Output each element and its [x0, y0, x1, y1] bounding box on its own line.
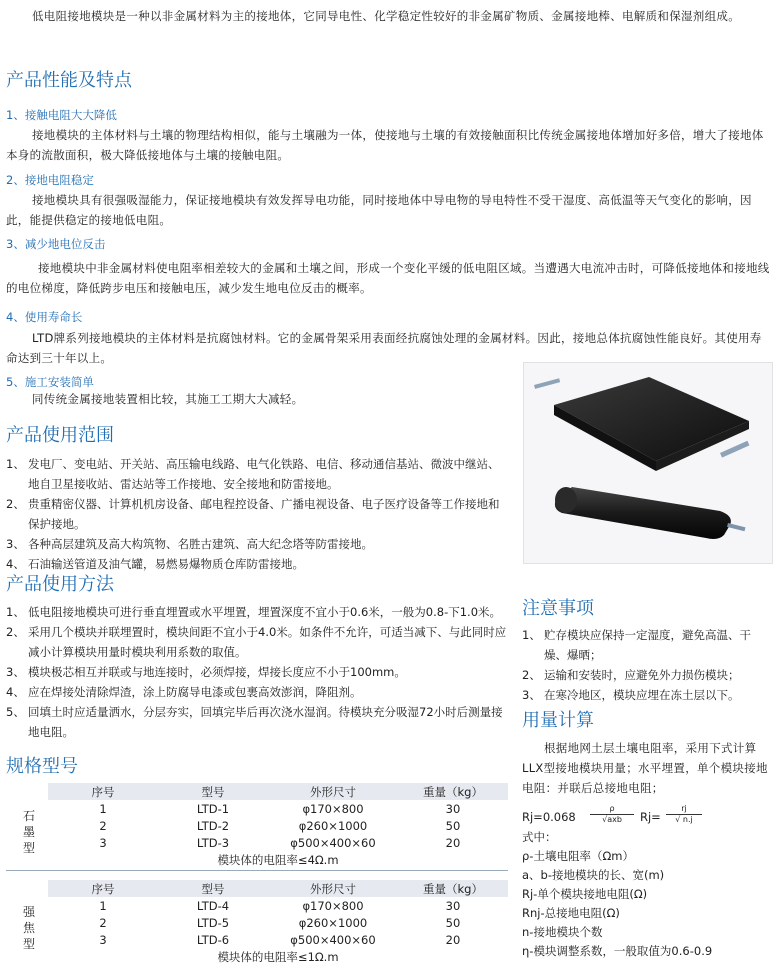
formula-row	[522, 806, 772, 828]
product-photo	[523, 362, 773, 564]
formula-2-left: Rj=	[640, 810, 661, 824]
list-item: 2、 运输和安装时，应避免外力损伤模块；	[522, 668, 740, 682]
feature-heading-1: 1、接触电阻大大降低	[6, 108, 117, 122]
table-row: 2 LTD-5 φ260×1000 50	[99, 915, 461, 930]
formula-2-denominator: √ n.j	[675, 815, 693, 824]
definition-item: ρ-土壤电阻率（Ωm）	[522, 849, 634, 863]
spec-table-coke	[48, 880, 508, 965]
list-item: 4、 石油输送管道及油气罐，易燃易爆物质仓库防雷接地。	[6, 557, 304, 571]
formula-1-denominator: √axb	[602, 815, 622, 824]
feature-body-1: 接地模块的主体材料与土壤的物理结构相似，能与土壤融为一体，使接地与土壤的有效接触面积比传统金属接地体增加好多倍，增大了接地体本身的流散面积，极大降低接地体与土壤的接触电阻。	[6, 128, 764, 162]
section-title-scope: 产品使用范围	[6, 425, 114, 446]
section-title-features: 产品性能及特点	[6, 70, 132, 91]
table-note-row: 模块体的电阻率≤1Ω.m	[217, 949, 339, 964]
intro-text: 低电阻接地模块是一种以非金属材料为主的接地体，它同导电性、化学稳定性较好的非金属矿物质、金属接地棒、电解质和保湿剂组成。	[32, 9, 740, 23]
feature-heading-4: 4、使用寿命长	[6, 310, 83, 324]
table-note-row: 模块体的电阻率≤4Ω.m	[217, 852, 339, 867]
formula-2-numerator: rj	[681, 804, 687, 813]
section-title-notes: 注意事项	[522, 598, 594, 619]
group-label-graphite: 石 墨 型	[22, 809, 35, 855]
definition-item: a、b-接地模块的长、宽(m)	[522, 868, 665, 882]
notes-list	[522, 625, 772, 705]
grounding-module-image	[524, 363, 772, 563]
table-row: 3 LTD-3 φ500×400×60 20	[99, 835, 461, 850]
definition-item: η-模块调整系数，一般取值为0.6-0.9	[522, 944, 713, 958]
usage-list	[6, 602, 510, 742]
section-title-spec: 规格型号	[6, 756, 78, 777]
definitions-label: 式中：	[522, 830, 557, 844]
definition-item: n-接地模块个数	[522, 925, 603, 939]
list-item: 1、 贮存模块应保持一定湿度，避免高温、干燥、爆晒；	[522, 628, 751, 662]
table-row: 3 LTD-6 φ500×400×60 20	[99, 932, 461, 947]
feature-body-2: 接地模块具有很强吸湿能力，保证接地模块有效发挥导电功能，同时接地体中导电物的导电特性不受干湿度、高低温等天气变化的影响，因此，能提供稳定的接地低电阻。	[6, 193, 752, 227]
calc-definitions	[522, 828, 774, 961]
feature-heading-3: 3、减少地电位反击	[6, 237, 106, 251]
list-item: 5、 回填土时应适量洒水，分层夯实，回填完毕后再次浇水湿润。待模块充分吸湿72小时后测量接地电阻。	[6, 705, 503, 739]
list-item: 2、 采用几个模块并联埋置时，模块间距不宜小于4.0米。如条件不允许，可适当减下、与此同时应减小计算模块用量时模块利用系数的取值。	[6, 625, 507, 659]
table-row: 1 LTD-1 φ170×800 30	[99, 801, 461, 816]
list-item: 3、 在寒冷地区，模块应埋在冻土层以下。	[522, 688, 740, 702]
feature-heading-2: 2、接地电阻稳定	[6, 173, 94, 187]
table-row: 1 LTD-4 φ170×800 30	[99, 898, 461, 913]
group-label-coke: 强 焦 型	[22, 905, 35, 951]
feature-body-3: 接地模块中非金属材料使电阻率相差较大的金属和土壤之间，形成一个变化平缓的低电阻区域。当遭遇大电流冲击时，可降低接地体和接地线的电位梯度，降低跨步电压和接触电压，减少发生地电位反击的概率。	[6, 261, 770, 295]
list-item: 3、 模块极芯相互并联或与地连接时，必须焊接，焊接长度应不小于100mm。	[6, 665, 406, 679]
table-header-row: 序号 型号 外形尺寸 重量（kg）	[48, 880, 508, 897]
list-item: 2、 贵重精密仪器、计算机机房设备、邮电程控设备、广播电视设备、电子医疗设备等工作接地和保护接地。	[6, 497, 500, 531]
list-item: 3、 各种高层建筑及高大构筑物、名胜古建筑、高大纪念塔等防雷接地。	[6, 537, 373, 551]
table-divider	[6, 870, 508, 871]
feature-body-5: 同传统金属接地装置相比较，其施工工期大大减轻。	[32, 392, 304, 406]
definition-item: Rnj-总接地电阻(Ω)	[522, 906, 620, 920]
list-item: 1、 低电阻接地模块可进行垂直埋置或水平埋置，埋置深度不宜小于0.6米，一般为0.8-下1.0米。	[6, 605, 502, 619]
table-header-row: 序号 型号 外形尺寸 重量（kg）	[48, 783, 508, 800]
list-item: 4、 应在焊接处清除焊渣，涂上防腐导电漆或包裹高效澎润，降阻剂。	[6, 685, 362, 699]
feature-body-4: LTD牌系列接地模块的主体材料是抗腐蚀材料。它的金属骨架采用表面经抗腐蚀处理的金属材料。因此，接地总体抗腐蚀性能良好。其使用寿命达到三十年以上。	[6, 331, 762, 365]
section-title-calc: 用量计算	[522, 710, 594, 731]
table-row: 2 LTD-2 φ260×1000 50	[99, 818, 461, 833]
section-title-usage: 产品使用方法	[6, 574, 114, 595]
scope-list	[6, 454, 510, 574]
list-item: 1、 发电厂、变电站、开关站、高压输电线路、电气化铁路、电信、移动通信基站、微波中继站、地自卫星接收站、雷达站等工作接地、安全接地和防雷接地。	[6, 457, 500, 491]
spec-table-graphite	[48, 783, 508, 868]
definition-item: Rj-单个模块接地电阻(Ω)	[522, 887, 648, 901]
feature-heading-5: 5、施工安装简单	[6, 375, 94, 389]
calc-intro: 根据地网土层土壤电阻率，采用下式计算LLX型接地模块用量；水平埋置，单个模块接地电阻：并联后总接地电阻；	[522, 741, 768, 795]
formula-1-numerator: ρ	[609, 804, 615, 813]
formula-1-left: Rj=0.068	[522, 810, 576, 824]
